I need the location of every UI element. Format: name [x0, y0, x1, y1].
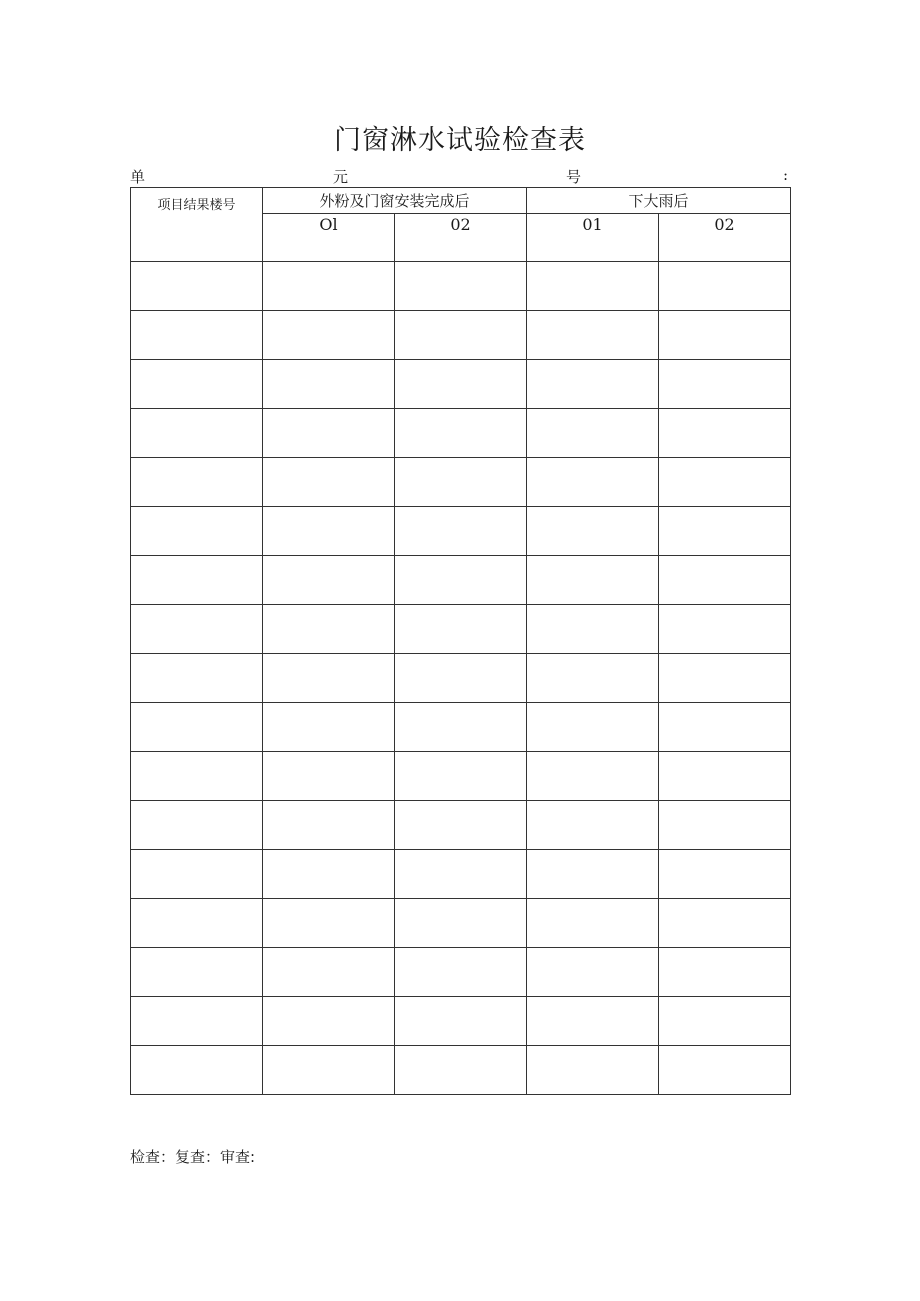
table-cell[interactable] [395, 556, 527, 605]
table-row [131, 409, 791, 458]
row-label-cell[interactable] [131, 801, 263, 850]
table-row [131, 605, 791, 654]
table-cell[interactable] [395, 507, 527, 556]
row-label-cell[interactable] [131, 997, 263, 1046]
table-cell[interactable] [527, 997, 659, 1046]
table-cell[interactable] [395, 409, 527, 458]
table-cell[interactable] [659, 752, 791, 801]
table-cell[interactable] [659, 262, 791, 311]
table-row [131, 850, 791, 899]
table-cell[interactable] [659, 409, 791, 458]
table-cell[interactable] [527, 801, 659, 850]
table-cell[interactable] [659, 360, 791, 409]
inspection-table [130, 187, 791, 1095]
table-cell[interactable] [263, 752, 395, 801]
unit-number-line [130, 166, 790, 186]
sub-header-col: 02 [659, 214, 791, 262]
table-cell[interactable] [659, 850, 791, 899]
table-cell[interactable] [659, 605, 791, 654]
table-cell[interactable] [527, 752, 659, 801]
table-cell[interactable] [527, 899, 659, 948]
sub-header-col: 01 [527, 214, 659, 262]
table-cell[interactable] [395, 801, 527, 850]
table-cell[interactable] [395, 850, 527, 899]
row-label-cell[interactable] [131, 262, 263, 311]
table-row [131, 1046, 791, 1095]
table-cell[interactable] [659, 458, 791, 507]
row-label-cell[interactable] [131, 507, 263, 556]
row-label-cell[interactable] [131, 409, 263, 458]
table-row [131, 458, 791, 507]
table-cell[interactable] [527, 605, 659, 654]
group-header-after-heavy-rain: 下大雨后 [527, 188, 791, 214]
table-cell[interactable] [395, 262, 527, 311]
table-row [131, 654, 791, 703]
table-cell[interactable] [395, 360, 527, 409]
sub-header-col: 02 [395, 214, 527, 262]
table-row [131, 556, 791, 605]
table-cell[interactable] [263, 899, 395, 948]
table-row [131, 507, 791, 556]
table-cell[interactable] [527, 409, 659, 458]
table-cell[interactable] [395, 899, 527, 948]
table-cell[interactable] [395, 605, 527, 654]
table-cell[interactable] [527, 850, 659, 899]
page-title: 门窗淋水试验检查表 [334, 125, 586, 156]
table-cell[interactable] [659, 556, 791, 605]
table-cell[interactable] [527, 507, 659, 556]
table-cell[interactable] [263, 948, 395, 997]
row-label-cell[interactable] [131, 654, 263, 703]
row-label-cell[interactable] [131, 311, 263, 360]
row-label-cell[interactable] [131, 605, 263, 654]
table-row [131, 262, 791, 311]
table-row [131, 801, 791, 850]
row-label-cell[interactable] [131, 360, 263, 409]
row-label-cell[interactable] [131, 703, 263, 752]
table-cell[interactable] [395, 948, 527, 997]
table-cell[interactable] [263, 703, 395, 752]
table-cell[interactable] [263, 605, 395, 654]
table-cell[interactable] [527, 703, 659, 752]
table-row [131, 752, 791, 801]
unit-label-part-1: 单 [130, 168, 146, 186]
table-cell[interactable] [263, 360, 395, 409]
unit-label-colon: : [782, 166, 788, 184]
table-cell[interactable] [263, 1046, 395, 1095]
table-cell[interactable] [659, 311, 791, 360]
table-cell[interactable] [263, 850, 395, 899]
group-header-after-plaster: 外粉及门窗安装完成后 [263, 188, 527, 214]
table-cell[interactable] [395, 311, 527, 360]
table-cell[interactable] [659, 997, 791, 1046]
row-label-cell[interactable] [131, 556, 263, 605]
table-cell[interactable] [263, 458, 395, 507]
header-row-groups [131, 188, 791, 214]
table-row [131, 899, 791, 948]
table-cell[interactable] [659, 703, 791, 752]
table-cell[interactable] [263, 556, 395, 605]
table-cell[interactable] [263, 654, 395, 703]
table-row [131, 703, 791, 752]
row-label-cell[interactable] [131, 1046, 263, 1095]
table-cell[interactable] [527, 458, 659, 507]
table-cell[interactable] [263, 262, 395, 311]
row-header-label: 项目结果楼号 [131, 188, 263, 262]
table-row [131, 997, 791, 1046]
table-cell[interactable] [659, 801, 791, 850]
table-cell[interactable] [527, 360, 659, 409]
table-cell[interactable] [395, 458, 527, 507]
table-cell[interactable] [527, 311, 659, 360]
table-cell[interactable] [395, 1046, 527, 1095]
table-row [131, 360, 791, 409]
row-label-cell[interactable] [131, 948, 263, 997]
table-cell[interactable] [263, 507, 395, 556]
table-row [131, 311, 791, 360]
table-cell[interactable] [395, 703, 527, 752]
unit-label-part-2: 元 [333, 168, 349, 186]
table-cell[interactable] [659, 1046, 791, 1095]
table-cell[interactable] [527, 556, 659, 605]
unit-label-part-3: 号 [566, 168, 582, 186]
table-cell[interactable] [263, 801, 395, 850]
table-body [131, 262, 791, 1095]
table-cell[interactable] [527, 654, 659, 703]
row-label-cell[interactable] [131, 458, 263, 507]
table-cell[interactable] [395, 654, 527, 703]
table-cell[interactable] [659, 654, 791, 703]
sub-header-col: Ol [263, 214, 395, 262]
table-cell[interactable] [263, 409, 395, 458]
table-cell[interactable] [263, 997, 395, 1046]
table-cell[interactable] [395, 752, 527, 801]
table-cell[interactable] [395, 997, 527, 1046]
table-cell[interactable] [263, 311, 395, 360]
table-row [131, 948, 791, 997]
row-label-cell[interactable] [131, 850, 263, 899]
table-cell[interactable] [659, 899, 791, 948]
table-cell[interactable] [659, 948, 791, 997]
signature-line: 检查：复查：审查: [130, 1148, 256, 1166]
row-label-cell[interactable] [131, 752, 263, 801]
table-cell[interactable] [527, 948, 659, 997]
table-cell[interactable] [527, 262, 659, 311]
table-cell[interactable] [527, 1046, 659, 1095]
table-cell[interactable] [659, 507, 791, 556]
row-label-cell[interactable] [131, 899, 263, 948]
